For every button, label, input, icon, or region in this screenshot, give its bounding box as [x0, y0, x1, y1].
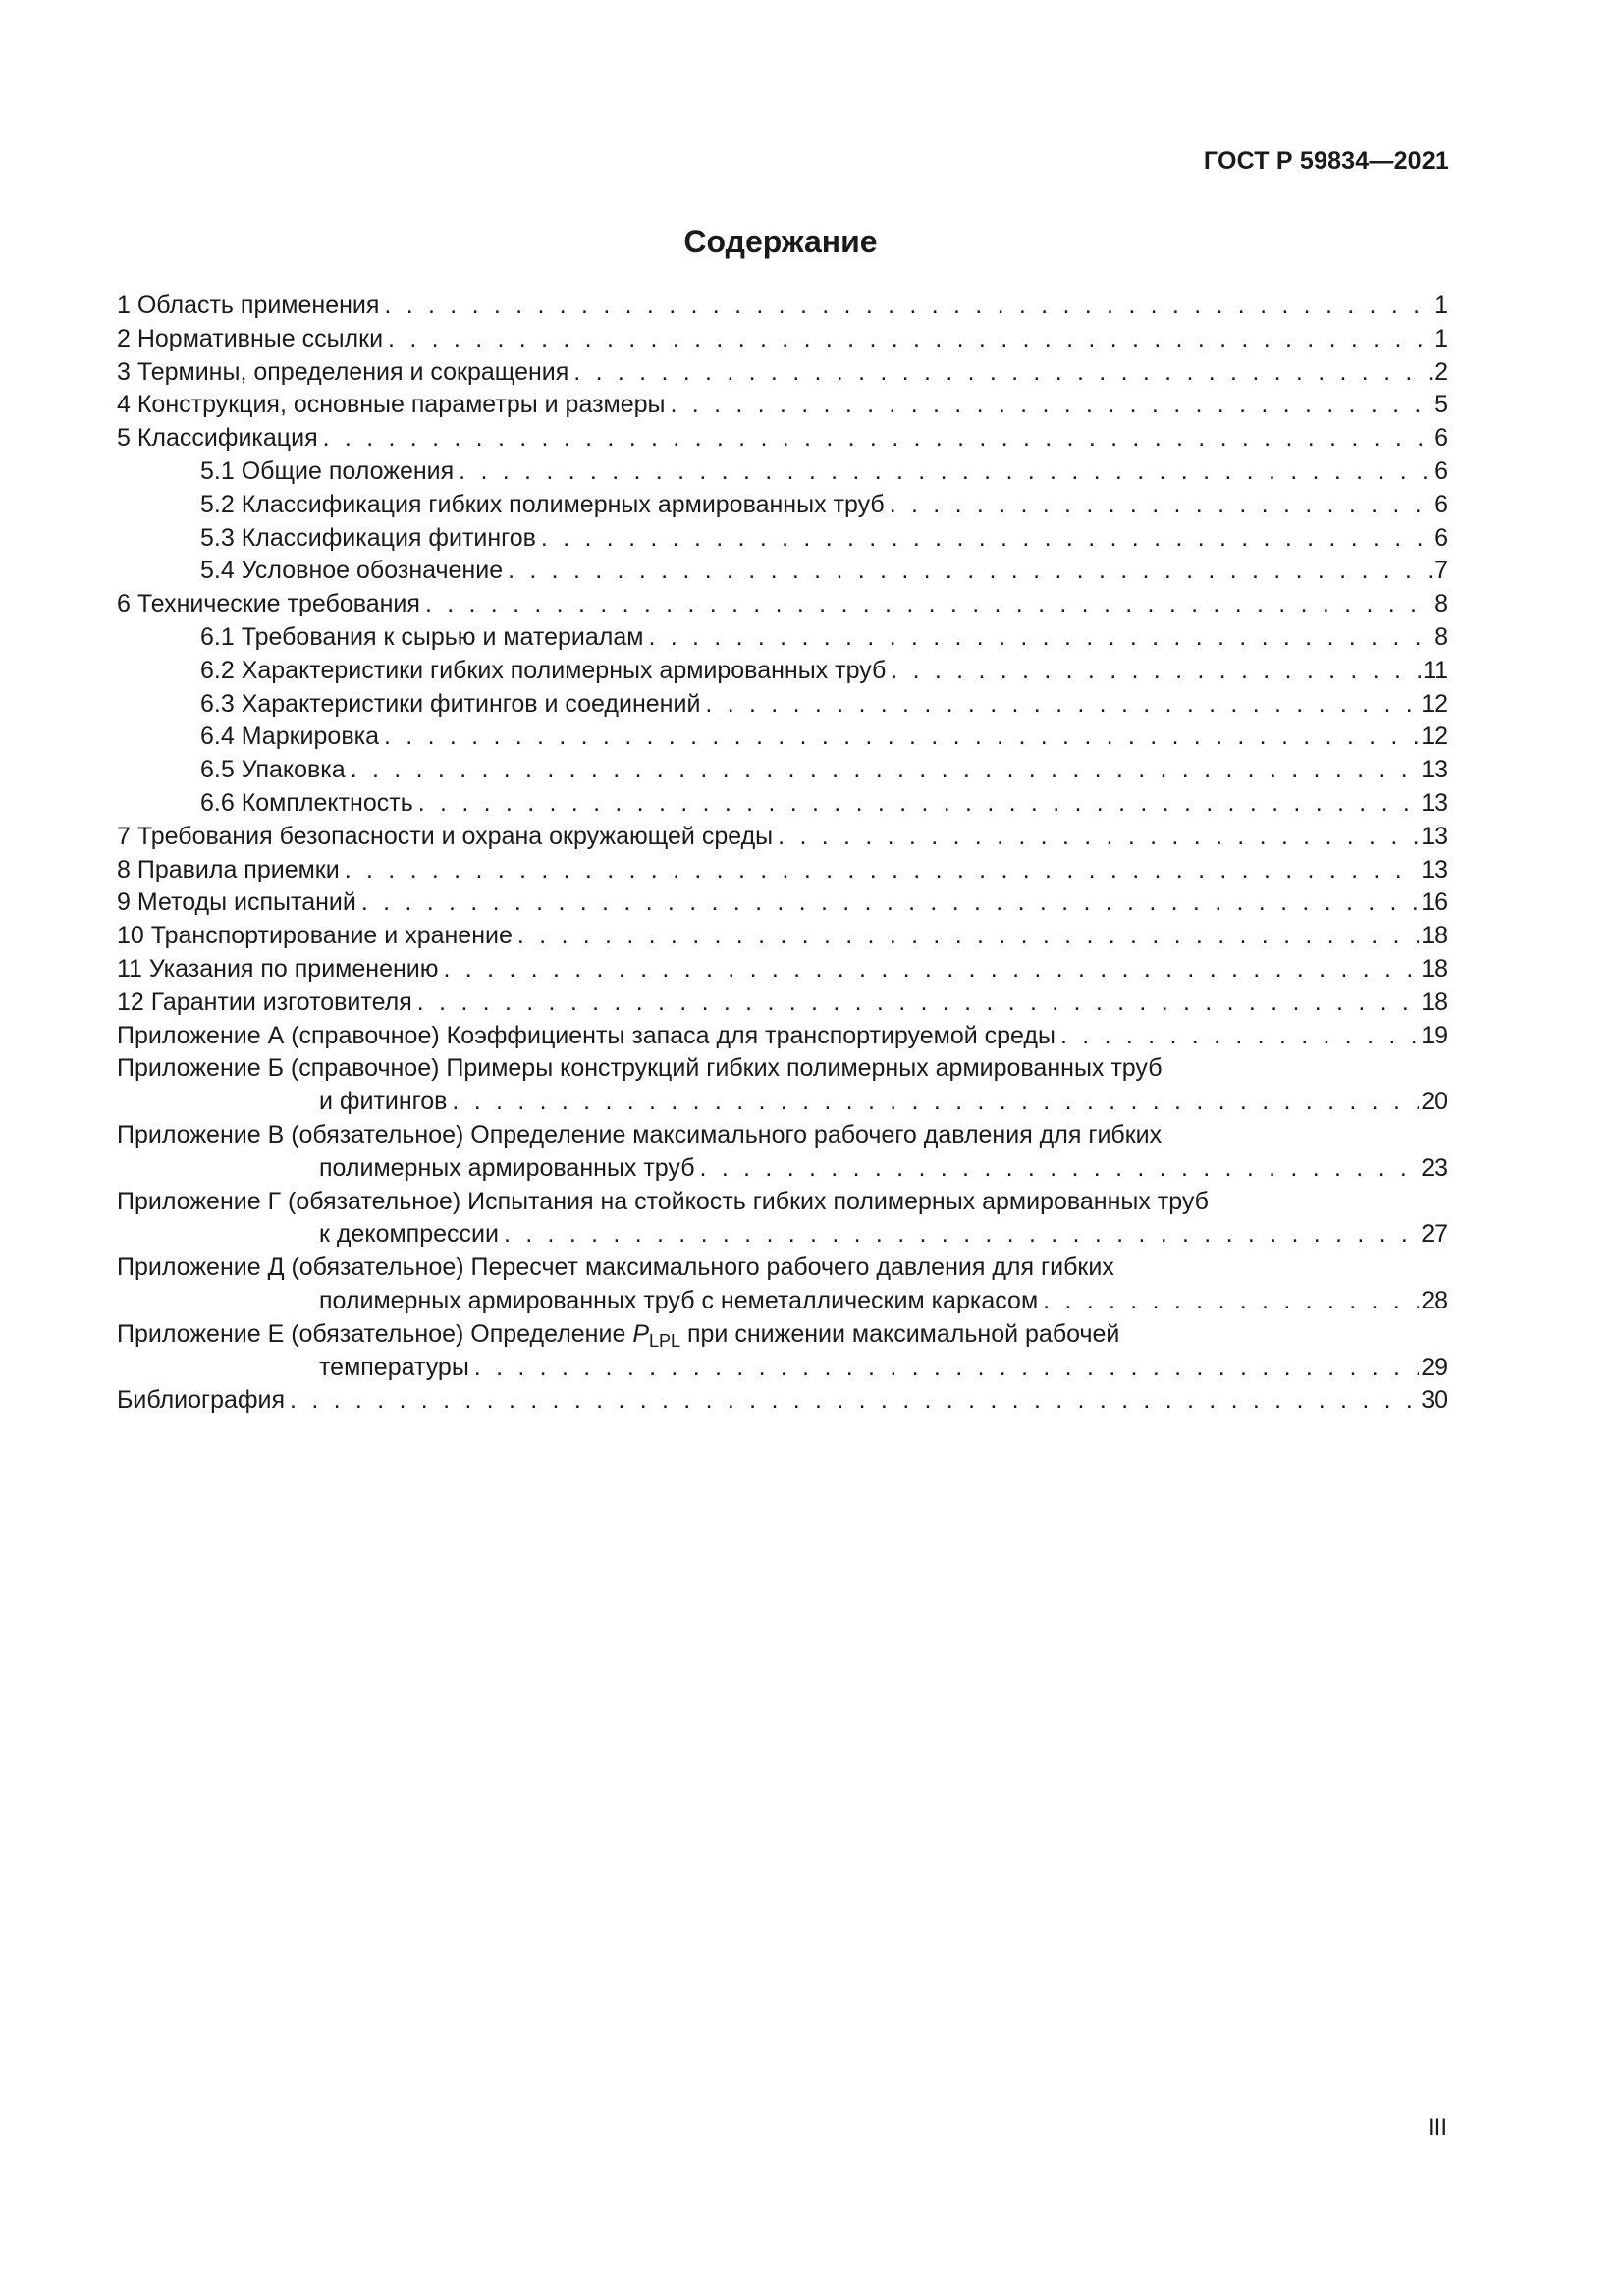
- dot-leader: [508, 555, 1433, 588]
- toc-entry-appendix-d: [117, 1252, 1448, 1318]
- toc-entry-title-part: при снижении максимальной рабочей: [680, 1319, 1120, 1348]
- dot-leader: [444, 953, 1420, 987]
- dot-leader: [705, 688, 1419, 721]
- pressure-symbol: P: [632, 1319, 649, 1348]
- dot-leader: [891, 655, 1421, 688]
- toc-entry: [117, 356, 1448, 390]
- toc-entry-title: 5.1 Общие положения: [200, 455, 459, 489]
- toc-entry-title: 4 Конструкция, основные параметры и размеры: [117, 389, 671, 422]
- toc-entry-title-continuation: и фитингов: [319, 1086, 452, 1119]
- toc-entry-title: [117, 1318, 1448, 1352]
- toc-entry-title: Приложение Б (справочное) Примеры конструкций гибких полимерных армированных труб: [117, 1054, 1163, 1083]
- document-code: ГОСТ Р 59834—2021: [1203, 147, 1449, 175]
- toc-entry-title: 2 Нормативные ссылки: [117, 323, 388, 356]
- dot-leader: [388, 323, 1433, 356]
- toc-entry-page: 18: [1421, 954, 1448, 983]
- dot-leader: [418, 787, 1419, 821]
- toc-subentry: [200, 721, 1448, 754]
- toc-entry: [117, 389, 1448, 422]
- dot-leader: [778, 821, 1419, 854]
- toc-subentry: [200, 655, 1448, 688]
- dot-leader: [351, 754, 1419, 787]
- toc-entry-title: 6.6 Комплектность: [200, 787, 418, 821]
- dot-leader: [573, 356, 1433, 390]
- toc-entry: [117, 920, 1448, 953]
- pressure-subscript: LPL: [649, 1330, 681, 1351]
- toc-entry-page: 29: [1421, 1353, 1448, 1381]
- dot-leader: [890, 489, 1433, 522]
- toc-entry: [117, 821, 1448, 854]
- toc-entry-page: 11: [1423, 656, 1448, 684]
- toc-entry-page: 18: [1421, 922, 1448, 950]
- toc-entry-appendix-g: [117, 1186, 1448, 1253]
- toc-subentry: [200, 555, 1448, 588]
- toc-subentry: [200, 754, 1448, 787]
- toc-title: Содержание: [683, 224, 878, 259]
- dot-leader: [541, 522, 1433, 556]
- toc-entry-appendix-e: [117, 1318, 1448, 1385]
- toc-entry-title: 6.4 Маркировка: [200, 721, 384, 754]
- toc-entry-page: 8: [1435, 590, 1448, 618]
- toc-entry-title: 9 Методы испытаний: [117, 886, 361, 920]
- dot-leader: [323, 422, 1433, 455]
- toc-entry-title: Приложение Г (обязательное) Испытания на стойкость гибких полимерных армированных труб: [117, 1187, 1209, 1215]
- dot-leader: [361, 886, 1419, 920]
- toc-subentry: [200, 688, 1448, 721]
- toc-entry-title-continuation: температуры: [319, 1352, 474, 1385]
- dot-leader: [1060, 1020, 1419, 1053]
- toc-entry-title: 6 Технические требования: [117, 588, 425, 621]
- toc-entry: [117, 886, 1448, 920]
- toc-entry-page: 13: [1421, 855, 1448, 883]
- dot-leader: [417, 987, 1419, 1020]
- toc-entry-page: 8: [1435, 622, 1448, 651]
- toc-entry-title: 11 Указания по применению: [117, 953, 444, 987]
- toc-entry-title-continuation: полимерных армированных труб с неметаллическим каркасом: [319, 1285, 1043, 1318]
- toc-entry-page: 2: [1435, 357, 1448, 386]
- dot-leader: [452, 1086, 1419, 1119]
- toc-entry-title: 5 Классификация: [117, 422, 323, 455]
- toc-entry-page: 28: [1421, 1286, 1448, 1314]
- toc-entry-page: 20: [1421, 1088, 1448, 1116]
- toc-entry-title: Приложение Д (обязательное) Пересчет максимального рабочего давления для гибких: [117, 1254, 1114, 1282]
- toc-entry-page: 7: [1435, 557, 1448, 585]
- dot-leader: [384, 290, 1433, 323]
- toc-entry-page: 1: [1435, 324, 1448, 352]
- toc-entry-title: 6.3 Характеристики фитингов и соединений: [200, 688, 705, 721]
- toc-subentry: [200, 522, 1448, 556]
- dot-leader: [700, 1152, 1420, 1186]
- toc-entry-title-continuation: полимерных армированных труб: [319, 1152, 700, 1186]
- toc-entry-page: 13: [1421, 756, 1448, 784]
- toc-entry: [117, 588, 1448, 621]
- toc-entry-title-continuation: к декомпрессии: [319, 1218, 504, 1252]
- toc-entry-title: 6.5 Упаковка: [200, 754, 351, 787]
- toc-entry-page: 18: [1421, 988, 1448, 1016]
- dot-leader: [517, 920, 1419, 953]
- toc-entry-title: 7 Требования безопасности и охрана окружающей среды: [117, 821, 778, 854]
- toc-entry-page: 13: [1421, 788, 1448, 817]
- toc-subentry: [200, 787, 1448, 821]
- dot-leader: [648, 621, 1433, 655]
- toc-entry-title: 12 Гарантии изготовителя: [117, 987, 417, 1020]
- toc-entry-bibliography: [117, 1384, 1448, 1417]
- toc-entry-title: Приложение А (справочное) Коэффициенты запаса для транспортируемой среды: [117, 1020, 1060, 1053]
- toc-entry-title: Приложение В (обязательное) Определение максимального рабочего давления для гибких: [117, 1120, 1163, 1148]
- toc-entry-page: 13: [1421, 822, 1448, 850]
- toc-entry-title: 1 Область применения: [117, 290, 384, 323]
- toc-entry: [117, 854, 1448, 887]
- toc-entry-page: 12: [1421, 689, 1448, 718]
- toc-entry-title: 5.4 Условное обозначение: [200, 555, 508, 588]
- toc-entry-page: 5: [1435, 391, 1448, 419]
- toc-subentry: [200, 489, 1448, 522]
- toc-entry-title: 3 Термины, определения и сокращения: [117, 356, 573, 390]
- toc-entry-page: 23: [1421, 1153, 1448, 1182]
- toc-entry-title: 10 Транспортирование и хранение: [117, 920, 517, 953]
- toc-entry: [117, 987, 1448, 1020]
- toc-entry-title: 5.2 Классификация гибких полимерных армированных труб: [200, 489, 890, 522]
- dot-leader: [345, 854, 1419, 887]
- toc-entry: [117, 290, 1448, 323]
- toc-entry-page: 6: [1435, 490, 1448, 518]
- toc-entry-title: 6.1 Требования к сырью и материалам: [200, 621, 648, 655]
- toc-entry: [117, 422, 1448, 455]
- toc-entry-title: 6.2 Характеристики гибких полимерных армированных труб: [200, 655, 891, 688]
- dot-leader: [474, 1352, 1419, 1385]
- dot-leader: [504, 1218, 1419, 1252]
- dot-leader: [290, 1384, 1419, 1417]
- toc-subentry: [200, 455, 1448, 489]
- toc-entry-title: 5.3 Классификация фитингов: [200, 522, 541, 556]
- toc-entry-page: 30: [1421, 1386, 1448, 1415]
- toc-entry-title-part: Приложение Е (обязательное) Определение: [117, 1319, 633, 1348]
- dot-leader: [425, 588, 1433, 621]
- dot-leader: [384, 721, 1419, 754]
- toc-entry-page: 19: [1421, 1021, 1448, 1049]
- toc-entry-page: 6: [1435, 523, 1448, 552]
- dot-leader: [671, 389, 1434, 422]
- dot-leader: [1043, 1285, 1419, 1318]
- toc-entry-page: 6: [1435, 424, 1448, 453]
- toc-entry: [117, 323, 1448, 356]
- toc-entry-page: 27: [1421, 1220, 1448, 1249]
- dot-leader: [459, 455, 1433, 489]
- toc-entry-appendix-a: [117, 1020, 1448, 1053]
- table-of-contents: [117, 290, 1448, 1417]
- toc-entry-title: Библиография: [117, 1384, 290, 1417]
- toc-entry-title: 8 Правила приемки: [117, 854, 345, 887]
- toc-entry-page: 12: [1421, 722, 1448, 751]
- toc-entry-page: 6: [1435, 456, 1448, 485]
- toc-entry-appendix-v: [117, 1119, 1448, 1186]
- toc-subentry: [200, 621, 1448, 655]
- toc-entry-page: 16: [1421, 888, 1448, 917]
- toc-entry-appendix-b: [117, 1052, 1448, 1119]
- toc-entry-page: 1: [1435, 292, 1448, 319]
- toc-entry: [117, 953, 1448, 987]
- page-number: III: [1427, 2114, 1447, 2141]
